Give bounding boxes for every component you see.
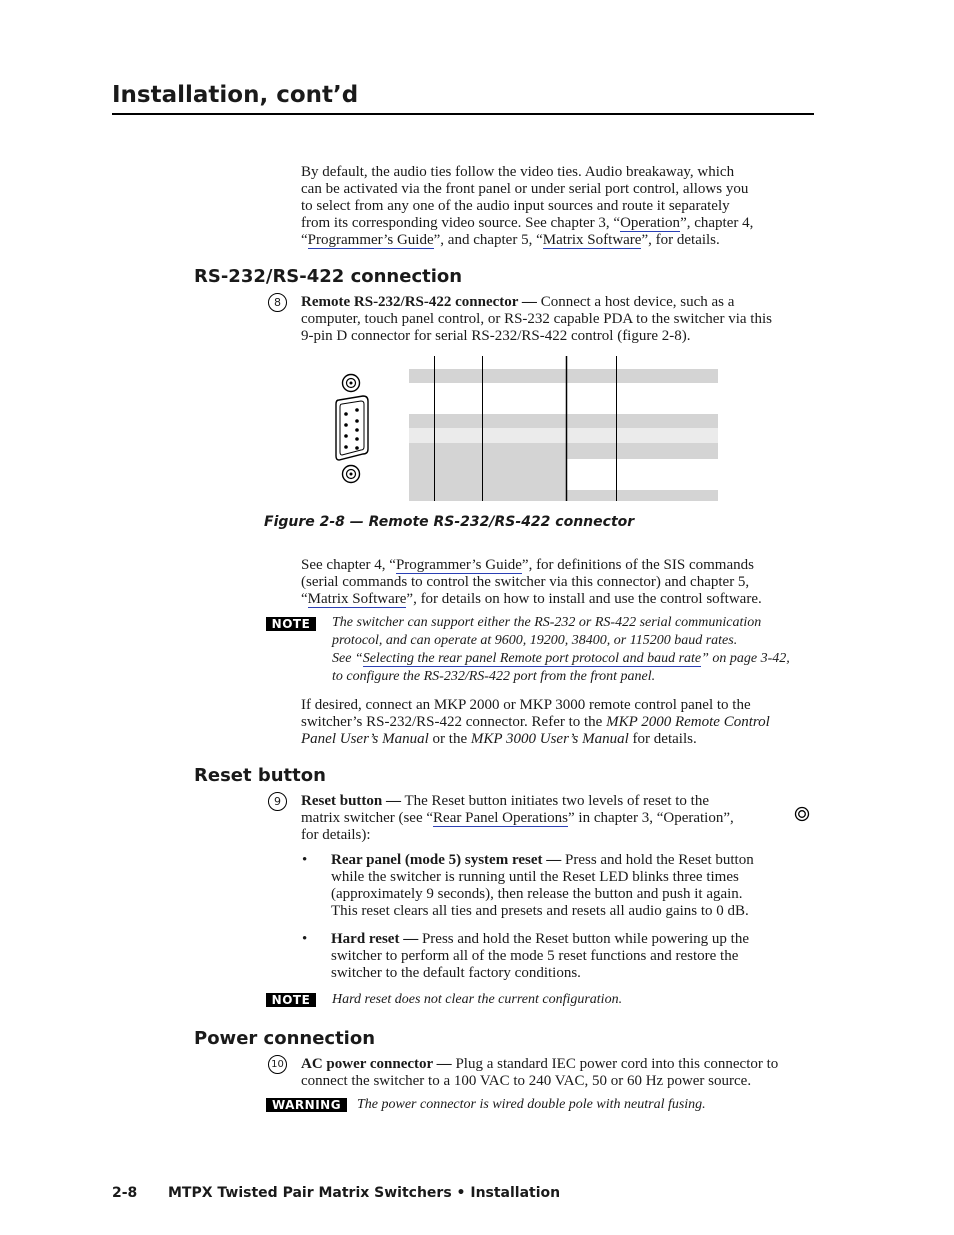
intro-line-4-end: ”, chapter 4, [680, 215, 754, 231]
power-line-2: connect the switcher to a 100 VAC to 240 VAC, 50 or 60 Hz power source. [301, 1073, 752, 1089]
reset-line-2 [301, 810, 781, 827]
mkp-3000-title: MKP 3000 User’s Manual [470, 731, 629, 747]
mkp-2000-title-cont: Panel User’s Manual [301, 731, 429, 747]
table-band-5 [567, 443, 718, 459]
rear-panel-operations-link[interactable]: Rear Panel Operations [433, 810, 568, 826]
page-title: Installation, cont’d [112, 82, 359, 108]
reset-line-1 [301, 793, 781, 810]
bullet-2-text-1: Press and hold the Reset button while powering up the [418, 931, 749, 947]
bullet-2-line-1 [331, 931, 801, 948]
rs232-lead: Remote RS-232/RS-422 connector — [301, 294, 537, 310]
see-text-3: “ [301, 591, 308, 607]
mkp-2000-title: MKP 2000 Remote Control [606, 714, 770, 730]
power-text-1: Plug a standard IEC power cord into this connector to [451, 1056, 779, 1072]
intro-quote: “ [301, 232, 308, 248]
table-band-3 [409, 428, 718, 443]
callout-9-icon: 9 [268, 792, 287, 811]
matrix-software-link-2[interactable]: Matrix Software [307, 591, 407, 607]
note-badge: NOTE [266, 617, 316, 631]
power-heading: Power connection [194, 1028, 376, 1049]
bullet-2-marker: • [302, 931, 308, 947]
note-1-see: See “ [332, 651, 363, 666]
see-text-4: ”, for details on how to install and use the control software. [406, 591, 762, 607]
see-text-1: See chapter 4, “ [301, 557, 396, 573]
rs232-line-1 [301, 294, 821, 311]
mkp-paragraph [301, 697, 821, 748]
warning-text: The power connector is wired double pole with neutral fusing. [357, 1097, 706, 1112]
rs232-heading: RS-232/RS-422 connection [194, 266, 463, 287]
bullet-1-line-2: while the switcher is running until the Reset LED blinks three times [331, 869, 739, 885]
bullet-1-text-1: Press and hold the Reset button [561, 852, 754, 868]
note-1-line-4: to configure the RS-232/RS-422 port from the front panel. [332, 669, 656, 684]
header-rule [112, 113, 814, 115]
rs232-line-3: 9-pin D connector for serial RS-232/RS-422 control (figure 2-8). [301, 328, 691, 344]
bullet-1 [331, 852, 801, 920]
callout-8-icon: 8 [268, 293, 287, 312]
figure-caption: Figure 2-8 — Remote RS-232/RS-422 connector [264, 514, 635, 530]
rs232-line-2: computer, touch panel control, or RS-232 capable PDA to the switcher via this [301, 311, 772, 327]
bullet-1-line-1 [331, 852, 801, 869]
mkp-text-3: for details. [628, 731, 697, 747]
note-1-line-3 [332, 650, 822, 668]
reset-paragraph [301, 793, 781, 844]
screw-top-center-icon [350, 382, 353, 385]
page-number: 2-8 [112, 1185, 138, 1201]
see-line-3 [301, 591, 821, 608]
callout-10-icon: 10 [268, 1055, 287, 1074]
intro-line-2: can be activated via the front panel or under serial port control, allows you [301, 181, 749, 197]
bullet-1-line-3: (approximately 9 seconds), then release the button and push it again. [331, 886, 743, 902]
figure-2-8 [330, 355, 730, 505]
intro-line-4-text: from its corresponding video source. See chapter 3, “ [301, 215, 621, 231]
note-1-line-2: protocol, and can operate at 9600, 19200, 38400, or 115200 baud rates. [332, 633, 738, 648]
intro-end: ”, for details. [641, 232, 720, 248]
programmers-guide-link-2[interactable]: Programmer’s Guide [395, 557, 522, 573]
db9-connector-diagram [330, 355, 730, 505]
reset-button-icon [794, 806, 810, 822]
table-band-2 [409, 414, 718, 428]
table-band-6 [567, 490, 718, 501]
intro-line-5 [301, 232, 821, 249]
bullet-2-lead: Hard reset — [331, 931, 419, 947]
bullet-2-line-2: switcher to perform all of the mode 5 reset functions and restore the [331, 948, 739, 964]
power-paragraph [301, 1056, 831, 1090]
operation-link[interactable]: Operation [620, 215, 681, 231]
power-line-1 [301, 1056, 831, 1073]
note-badge-2: NOTE [266, 993, 316, 1007]
see-paragraph [301, 557, 821, 608]
baud-rate-link[interactable]: Selecting the rear panel Remote port protocol and baud rate [362, 651, 702, 666]
reset-line-3: for details): [301, 827, 371, 843]
reset-text-2: matrix switcher (see “ [301, 810, 434, 826]
note-1-line-1: The switcher can support either the RS-232 or RS-422 serial communication [332, 615, 762, 630]
programmers-guide-link[interactable]: Programmer’s Guide [307, 232, 434, 248]
matrix-software-link[interactable]: Matrix Software [542, 232, 642, 248]
bullet-1-marker: • [302, 852, 308, 868]
mkp-text-2: or the [428, 731, 471, 747]
reset-text-3: ” in chapter 3, “Operation”, [568, 810, 734, 826]
table-band-4 [409, 443, 567, 501]
see-line-2: (serial commands to control the switcher via this connector) and chapter 5, [301, 574, 750, 590]
footer-title: MTPX Twisted Pair Matrix Switchers • Installation [168, 1185, 561, 1201]
mkp-line-2 [301, 714, 821, 731]
intro-line-4 [301, 215, 821, 232]
intro-line-1: By default, the audio ties follow the video ties. Audio breakaway, which [301, 164, 735, 180]
bullet-2 [331, 931, 801, 982]
mkp-line-3 [301, 731, 821, 748]
note-1-text [332, 614, 822, 686]
bullet-2-line-3: switcher to the default factory conditions. [331, 965, 581, 981]
warning-badge: WARNING [266, 1098, 347, 1112]
dsub-shell-icon [336, 396, 368, 460]
mkp-text-1: switcher’s RS-232/RS-422 connector. Refer to the [301, 714, 607, 730]
note-2-text: Hard reset does not clear the current configuration. [332, 992, 623, 1007]
note-1-page: ” on page 3-42, [701, 651, 790, 666]
power-lead: AC power connector — [301, 1056, 452, 1072]
bullet-1-line-4: This reset clears all ties and presets and resets all audio gains to 0 dB. [331, 903, 749, 919]
rs232-text-1: Connect a host device, such as a [536, 294, 735, 310]
reset-heading: Reset button [194, 765, 326, 786]
intro-mid: ”, and chapter 5, “ [433, 232, 543, 248]
reset-text-1: The Reset button initiates two levels of reset to the [401, 793, 709, 809]
screw-bottom-center-icon [350, 473, 353, 476]
table-band-1 [409, 369, 718, 383]
intro-paragraph [301, 164, 821, 249]
intro-line-3: to select from any one of the audio input sources and route it separately [301, 198, 730, 214]
reset-lead: Reset button — [301, 793, 401, 809]
rs232-paragraph [301, 294, 821, 345]
mkp-line-1: If desired, connect an MKP 2000 or MKP 3000 remote control panel to the [301, 697, 751, 713]
see-text-2: ”, for definitions of the SIS commands [521, 557, 754, 573]
see-line-1 [301, 557, 821, 574]
bullet-1-lead: Rear panel (mode 5) system reset — [331, 852, 562, 868]
